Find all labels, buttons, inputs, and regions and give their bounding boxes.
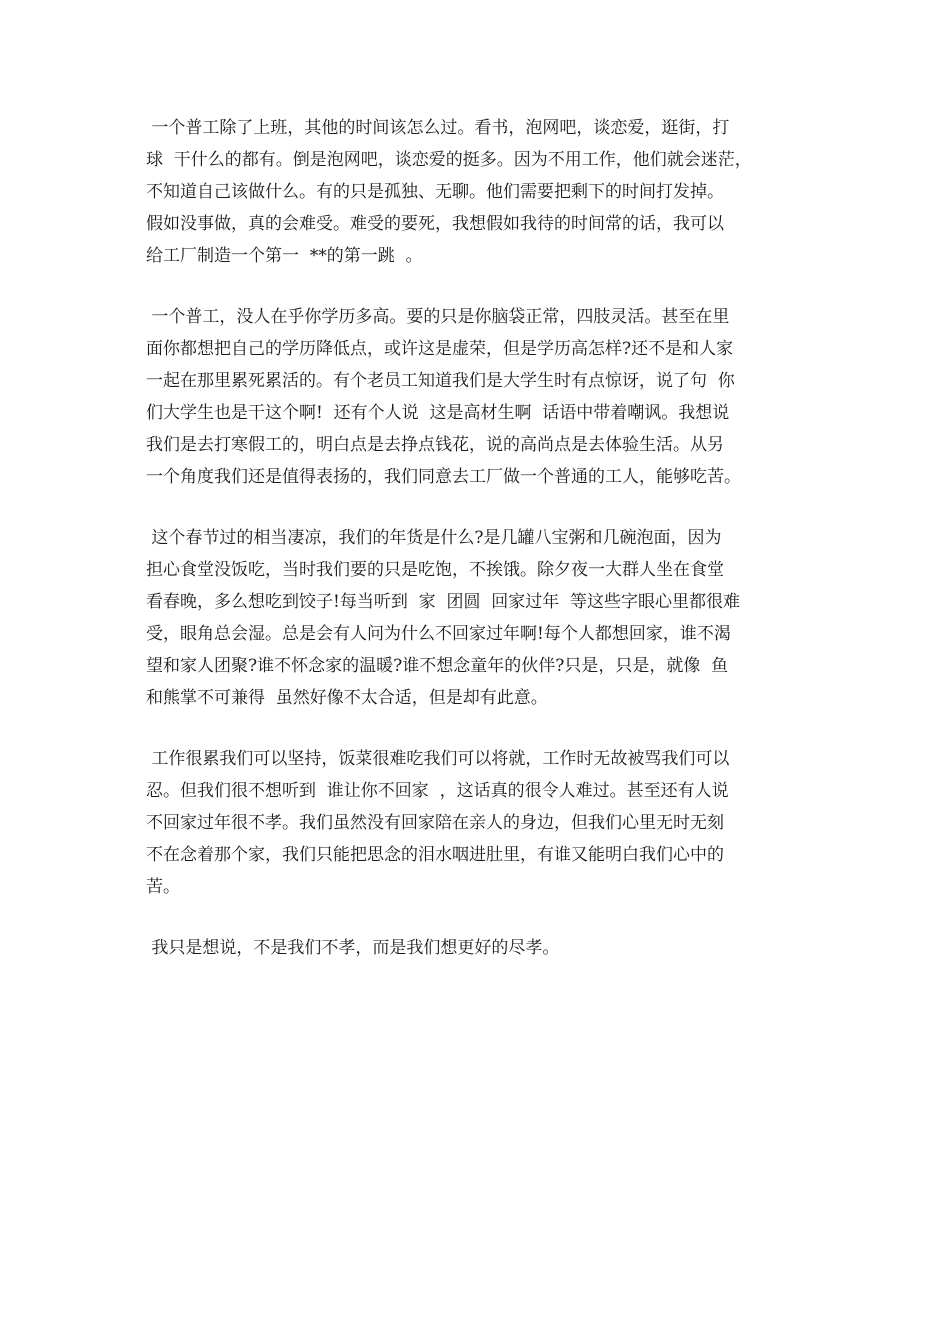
text-line: 一个普工，没人在乎你学历多高。要的只是你脑袋正常，四肢灵活。甚至在里: [146, 307, 730, 327]
text-line: 工作很累我们可以坚持，饭菜很难吃我们可以将就，工作时无故被骂我们可以: [146, 749, 730, 769]
text-line: 不回家过年很不孝。我们虽然没有回家陪在亲人的身边，但我们心里无时无刻: [146, 813, 724, 833]
text-line: 一起在那里累死累活的。有个老员工知道我们是大学生时有点惊讶，说了句 你: [146, 371, 735, 391]
text-line: 受，眼角总会湿。总是会有人问为什么不回家过年啊!每个人都想回家，谁不渴: [146, 624, 731, 644]
text-line: 看春晚，多么想吃到饺子!每当听到 家 团圆 回家过年 等这些字眼心里都很难: [146, 592, 741, 612]
text-line: 这个春节过的相当凄凉，我们的年货是什么?是几罐八宝粥和几碗泡面，因为: [146, 528, 722, 548]
text-line: 望和家人团聚?谁不怀念家的温暖?谁不想念童年的伙伴?只是，只是，就像 鱼: [146, 656, 729, 676]
text-line: 面你都想把自己的学历降低点，或许这是虚荣，但是学历高怎样?还不是和人家: [146, 339, 734, 359]
text-line: 不知道自己该做什么。有的只是孤独、无聊。他们需要把剩下的时间打发掉。: [146, 182, 724, 202]
text-line: 忍。但我们很不想听到 谁让你不回家 ，这话真的很令人难过。甚至还有人说: [146, 781, 729, 801]
paragraph-4: [146, 743, 826, 903]
paragraph-3: [146, 522, 826, 714]
text-line: 球 干什么的都有。倒是泡网吧，谈恋爱的挺多。因为不用工作，他们就会迷茫，: [146, 150, 752, 170]
text-line: 我只是想说，不是我们不孝，而是我们想更好的尽孝。: [146, 938, 560, 958]
text-line: 给工厂制造一个第一 **的第一跳 。: [146, 246, 423, 266]
text-line: 一个普工除了上班，其他的时间该怎么过。看书，泡网吧，谈恋爱，逛街，打: [146, 118, 730, 138]
text-line: 们大学生也是干这个啊! 还有个人说 这是高材生啊 话语中带着嘲讽。我想说: [146, 403, 730, 423]
paragraph-2: [146, 301, 826, 493]
text-line: 不在念着那个家，我们只能把思念的泪水咽进肚里，有谁又能明白我们心中的: [146, 845, 724, 865]
text-line: 我们是去打寒假工的，明白点是去挣点钱花，说的高尚点是去体验生活。从另: [146, 435, 724, 455]
document-body: [146, 112, 826, 993]
paragraph-5: [146, 932, 826, 964]
text-line: 和熊掌不可兼得 虽然好像不太合适，但是却有此意。: [146, 688, 548, 708]
text-line: 担心食堂没饭吃，当时我们要的只是吃饱，不挨饿。除夕夜一大群人坐在食堂: [146, 560, 724, 580]
paragraph-1: [146, 112, 826, 272]
text-line: 假如没事做，真的会难受。难受的要死，我想假如我待的时间常的话，我可以: [146, 214, 724, 234]
text-line: 苦。: [146, 877, 180, 897]
text-line: 一个角度我们还是值得表扬的，我们同意去工厂做一个普通的工人，能够吃苦。: [146, 467, 741, 487]
